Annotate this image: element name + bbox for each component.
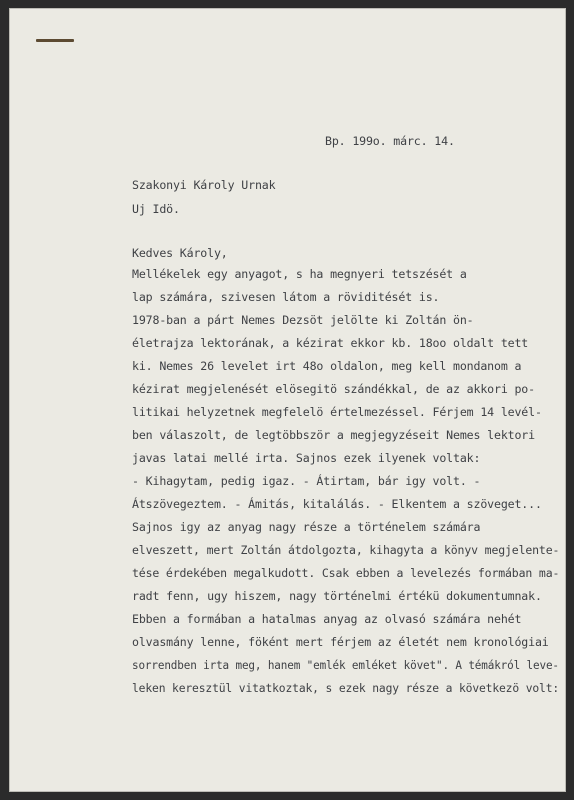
letter-page [9, 8, 566, 792]
body-line: javas latai mellé irta. Sajnos ezek ilyenek voltak: [132, 451, 481, 465]
body-line: kézirat megjelenését elösegitö szándékkal, de az akkori po- [132, 382, 535, 396]
body-line: - Kihagytam, pedig igaz. - Átirtam, bár igy volt. - [132, 474, 481, 488]
body-line: Mellékelek egy anyagot, s ha megnyeri tetszését a [132, 267, 467, 281]
body-line: Sajnos igy az anyag nagy része a történelem számára [132, 520, 481, 534]
body-line: olvasmány lenne, föként mert férjem az életét nem kronológiai [132, 635, 549, 649]
body-line: ben válaszolt, de legtöbbször a megjegyzéseit Nemes lektori [132, 428, 535, 442]
recipient-org: Uj Idö. [132, 202, 180, 216]
body-line: tése érdekében megalkudott. Csak ebben a levelezés formában ma- [132, 566, 560, 580]
recipient-name: Szakonyi Károly Urnak [132, 178, 276, 192]
body-line: ki. Nemes 26 levelet irt 48o oldalon, meg kell mondanom a [132, 359, 522, 373]
body-line: sorrendben irta meg, hanem "emlék emléket követ". A témákról leve- [132, 658, 559, 672]
body-line: radt fenn, ugy hiszem, nagy történelmi értékü dokumentumnak. [132, 589, 542, 603]
body-line: 1978-ban a párt Nemes Dezsöt jelölte ki Zoltán ön- [132, 313, 474, 327]
body-line: leken keresztül vitatkoztak, s ezek nagy része a következö volt: [132, 681, 560, 695]
body-line: Ebben a formában a hatalmas anyag az olvasó számára nehét [132, 612, 522, 626]
body-line: életrajza lektorának, a kézirat ekkor kb. 18oo oldalt tett [132, 336, 529, 350]
body-line: lap számára, szivesen látom a röviditését is. [132, 290, 440, 304]
letter-date: Bp. 199o. márc. 14. [325, 134, 455, 148]
body-line: litikai helyzetnek megfelelö értelmezéssel. Férjem 14 levél- [132, 405, 542, 419]
letter-text [10, 9, 567, 793]
body-line: elveszett, mert Zoltán átdolgozta, kihagyta a könyv megjelente- [132, 543, 560, 557]
body-line: Átszövegeztem. - Ámitás, kitalálás. - Elkentem a szöveget... [132, 497, 542, 511]
salutation: Kedves Károly, [132, 246, 228, 260]
